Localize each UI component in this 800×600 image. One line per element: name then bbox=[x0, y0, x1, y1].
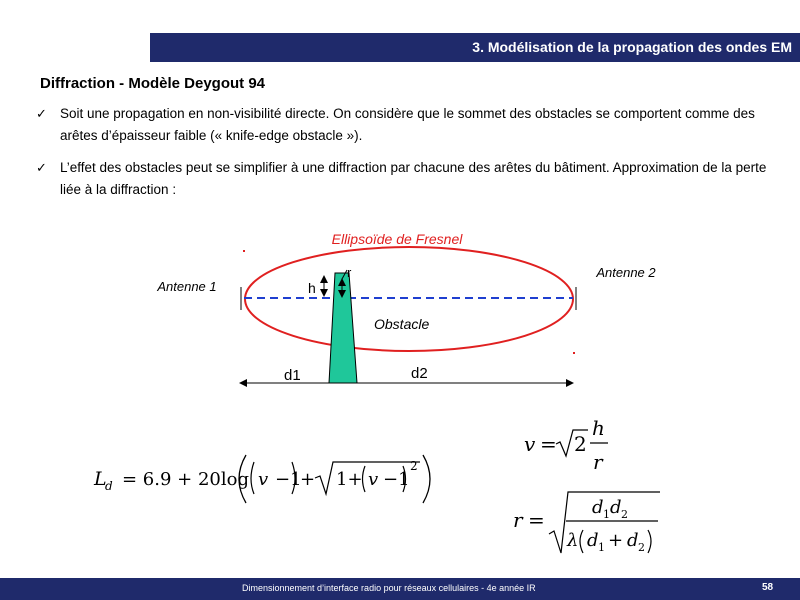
svg-text:2: 2 bbox=[621, 508, 628, 521]
antenna1-label: Antenne 1 bbox=[157, 279, 217, 294]
svg-text:2: 2 bbox=[638, 541, 645, 554]
page-number: 58 bbox=[762, 582, 774, 593]
svg-text:−1: −1 bbox=[383, 469, 410, 490]
svg-text:d: d bbox=[587, 530, 599, 551]
svg-text:d: d bbox=[592, 497, 604, 518]
antenna2-label: Antenne 2 bbox=[596, 265, 656, 280]
svg-text:λ: λ bbox=[567, 530, 579, 551]
svg-text:+: + bbox=[300, 469, 316, 490]
bullet-text: Soit une propagation en non-visibilité directe. On considère que le sommet des obstacles se comportent comme des arêtes d’épaisseur faible (« knife-edge obstacle »). bbox=[60, 106, 755, 143]
ellipse-label: Ellipsoïde de Fresnel bbox=[331, 231, 463, 247]
svg-text:r: r bbox=[593, 450, 603, 474]
d2-label: d2 bbox=[411, 365, 428, 382]
svg-text:= 6.9 + 20log: = 6.9 + 20log bbox=[122, 469, 249, 490]
svg-text:1: 1 bbox=[603, 508, 610, 521]
header-title: 3. Modélisation de la propagation des ondes EM bbox=[472, 39, 792, 55]
svg-text:v: v bbox=[368, 469, 379, 490]
svg-text:2: 2 bbox=[574, 432, 587, 456]
svg-text:1: 1 bbox=[598, 541, 605, 554]
svg-text:v: v bbox=[524, 432, 536, 456]
svg-text:−1: −1 bbox=[275, 469, 302, 490]
svg-text:h: h bbox=[592, 416, 605, 440]
footer-bar bbox=[0, 578, 800, 600]
r-label: r bbox=[347, 265, 352, 280]
svg-text:r: r bbox=[513, 508, 523, 532]
obstacle-label: Obstacle bbox=[374, 316, 430, 332]
bullet-text: L’effet des obstacles peut se simplifier à une diffraction par chacune des arêtes du bâtiment. Approximation de la perte liée à la diffraction : bbox=[60, 160, 767, 197]
section-title: Diffraction - Modèle Deygout 94 bbox=[40, 75, 266, 92]
footer-text: Dimensionnement d’interface radio pour réseaux cellulaires - 4e année IR bbox=[242, 583, 536, 593]
check-icon: ✓ bbox=[36, 106, 47, 121]
svg-text:1+: 1+ bbox=[336, 469, 363, 490]
svg-text:2: 2 bbox=[410, 459, 418, 473]
h-label: h bbox=[308, 280, 316, 296]
d1-label: d1 bbox=[284, 367, 301, 384]
svg-text:=: = bbox=[540, 432, 557, 456]
svg-text:=: = bbox=[528, 508, 545, 532]
svg-text:L: L bbox=[94, 468, 107, 490]
svg-text:d: d bbox=[105, 479, 113, 493]
svg-text:+: + bbox=[608, 530, 624, 551]
check-icon: ✓ bbox=[36, 160, 47, 175]
svg-text:v: v bbox=[258, 469, 269, 490]
svg-text:d: d bbox=[610, 497, 622, 518]
svg-text:d: d bbox=[627, 530, 639, 551]
